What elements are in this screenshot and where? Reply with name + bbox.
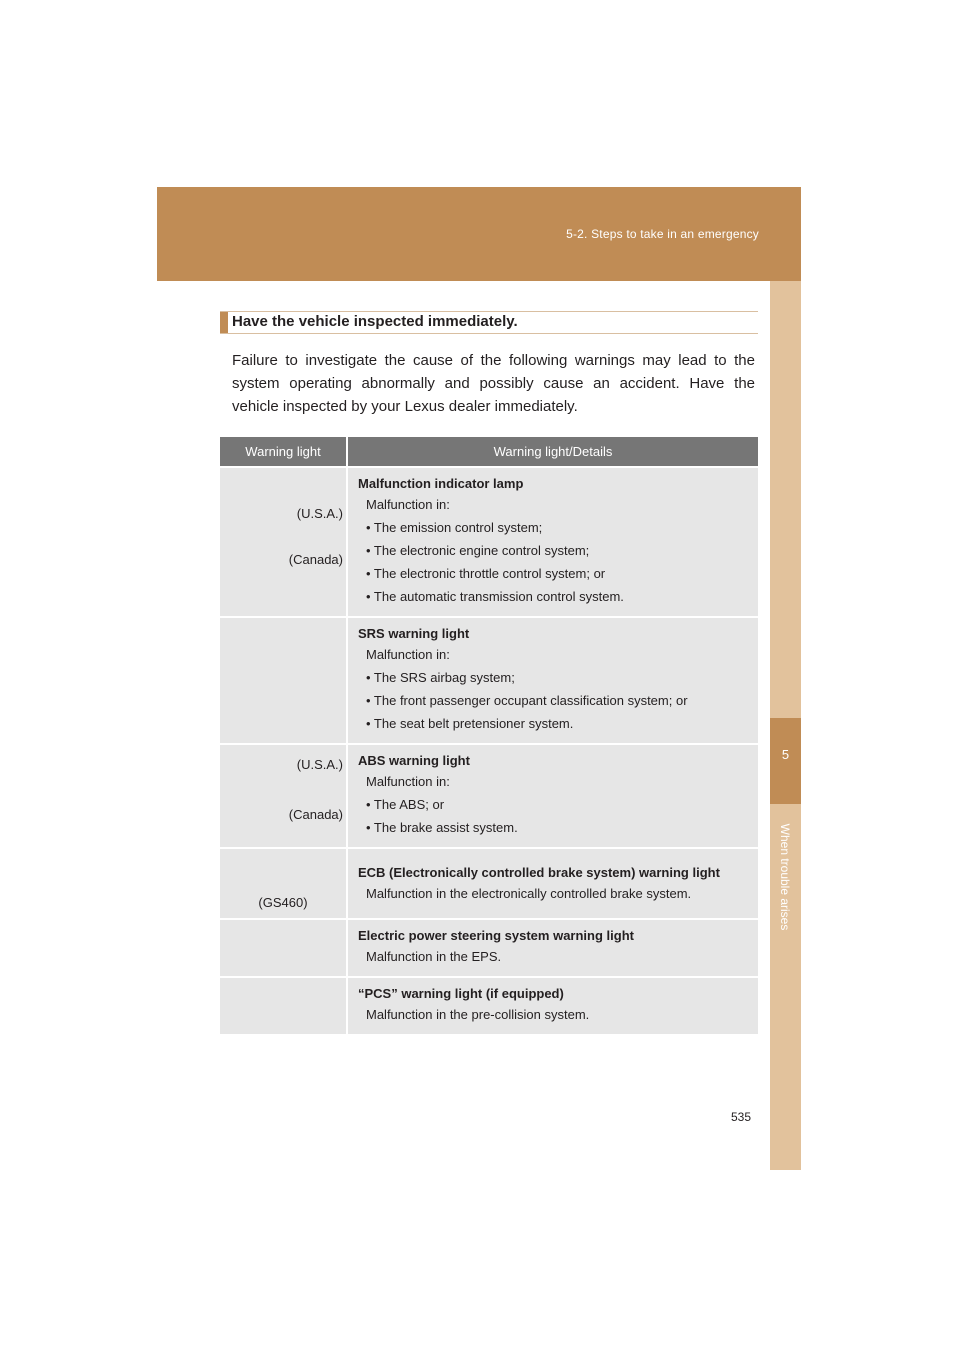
col-header-details: Warning light/Details <box>347 437 758 467</box>
warning-title: SRS warning light <box>358 626 470 641</box>
warning-title: “PCS” warning light (if equipped) <box>358 986 564 1001</box>
chapter-number-box <box>770 718 801 804</box>
warning-light-cell <box>220 848 347 919</box>
region-label: (U.S.A.) <box>296 757 343 772</box>
list-item: • The seat belt pretensioner system. <box>366 716 574 731</box>
header-band <box>157 187 801 281</box>
table-header-row <box>220 437 758 467</box>
details-cell <box>347 617 758 744</box>
warning-description: Malfunction in the pre-collision system. <box>366 1007 590 1022</box>
warning-title: Electric power steering system warning light <box>358 928 634 943</box>
warning-description: Malfunction in: <box>366 647 450 662</box>
page-number: 535 <box>731 1110 752 1124</box>
table-row <box>220 744 758 848</box>
table-row <box>220 467 758 617</box>
chapter-label: When trouble arises <box>778 823 792 931</box>
list-item: • The electronic engine control system; <box>366 543 590 558</box>
warning-light-cell <box>220 467 347 617</box>
list-item: • The electronic throttle control system; or <box>366 566 606 581</box>
details-cell <box>347 467 758 617</box>
details-cell <box>347 919 758 977</box>
chapter-number: 5 <box>781 747 790 762</box>
details-cell <box>347 848 758 919</box>
section-title: 5-2. Steps to take in an emergency <box>566 227 759 241</box>
table-row <box>220 617 758 744</box>
col-header-warning-light: Warning light <box>220 437 347 467</box>
warning-light-cell <box>220 977 347 1034</box>
list-item: • The ABS; or <box>366 797 445 812</box>
warning-table <box>220 437 758 1034</box>
section-heading <box>220 311 758 334</box>
region-label: (U.S.A.) <box>296 506 343 521</box>
list-item: • The automatic transmission control system. <box>366 589 624 604</box>
list-item: • The brake assist system. <box>366 820 518 835</box>
details-cell <box>347 977 758 1034</box>
warning-description: Malfunction in: <box>366 774 450 789</box>
warning-description: Malfunction in the electronically controlled brake system. <box>366 886 692 901</box>
warning-light-cell <box>220 919 347 977</box>
list-item: • The emission control system; <box>366 520 543 535</box>
chapter-side-tab <box>770 281 801 1170</box>
heading-accent-bar <box>220 312 228 333</box>
list-item: • The front passenger occupant classification system; or <box>366 693 688 708</box>
warning-title: ABS warning light <box>358 753 470 768</box>
warning-light-cell <box>220 617 347 744</box>
region-label: (Canada) <box>288 807 343 822</box>
warning-title: Malfunction indicator lamp <box>358 476 524 491</box>
table-row <box>220 919 758 977</box>
warning-description: Malfunction in the EPS. <box>366 949 502 964</box>
warning-description: Malfunction in: <box>366 497 450 512</box>
list-item: • The SRS airbag system; <box>366 670 515 685</box>
table-row <box>220 977 758 1034</box>
warning-title: ECB (Electronically controlled brake system) warning light <box>358 865 720 880</box>
warning-light-cell <box>220 744 347 848</box>
section-heading-text: Have the vehicle inspected immediately. <box>232 313 518 330</box>
region-label: (GS460) <box>258 895 308 910</box>
region-label: (Canada) <box>288 552 343 567</box>
table-row <box>220 848 758 919</box>
intro-paragraph: Failure to investigate the cause of the following warnings may lead to the system operating abnormally and possibly cause an accident. Have the vehicle inspected by your Lexus dealer immediately. <box>232 352 755 415</box>
details-cell <box>347 744 758 848</box>
